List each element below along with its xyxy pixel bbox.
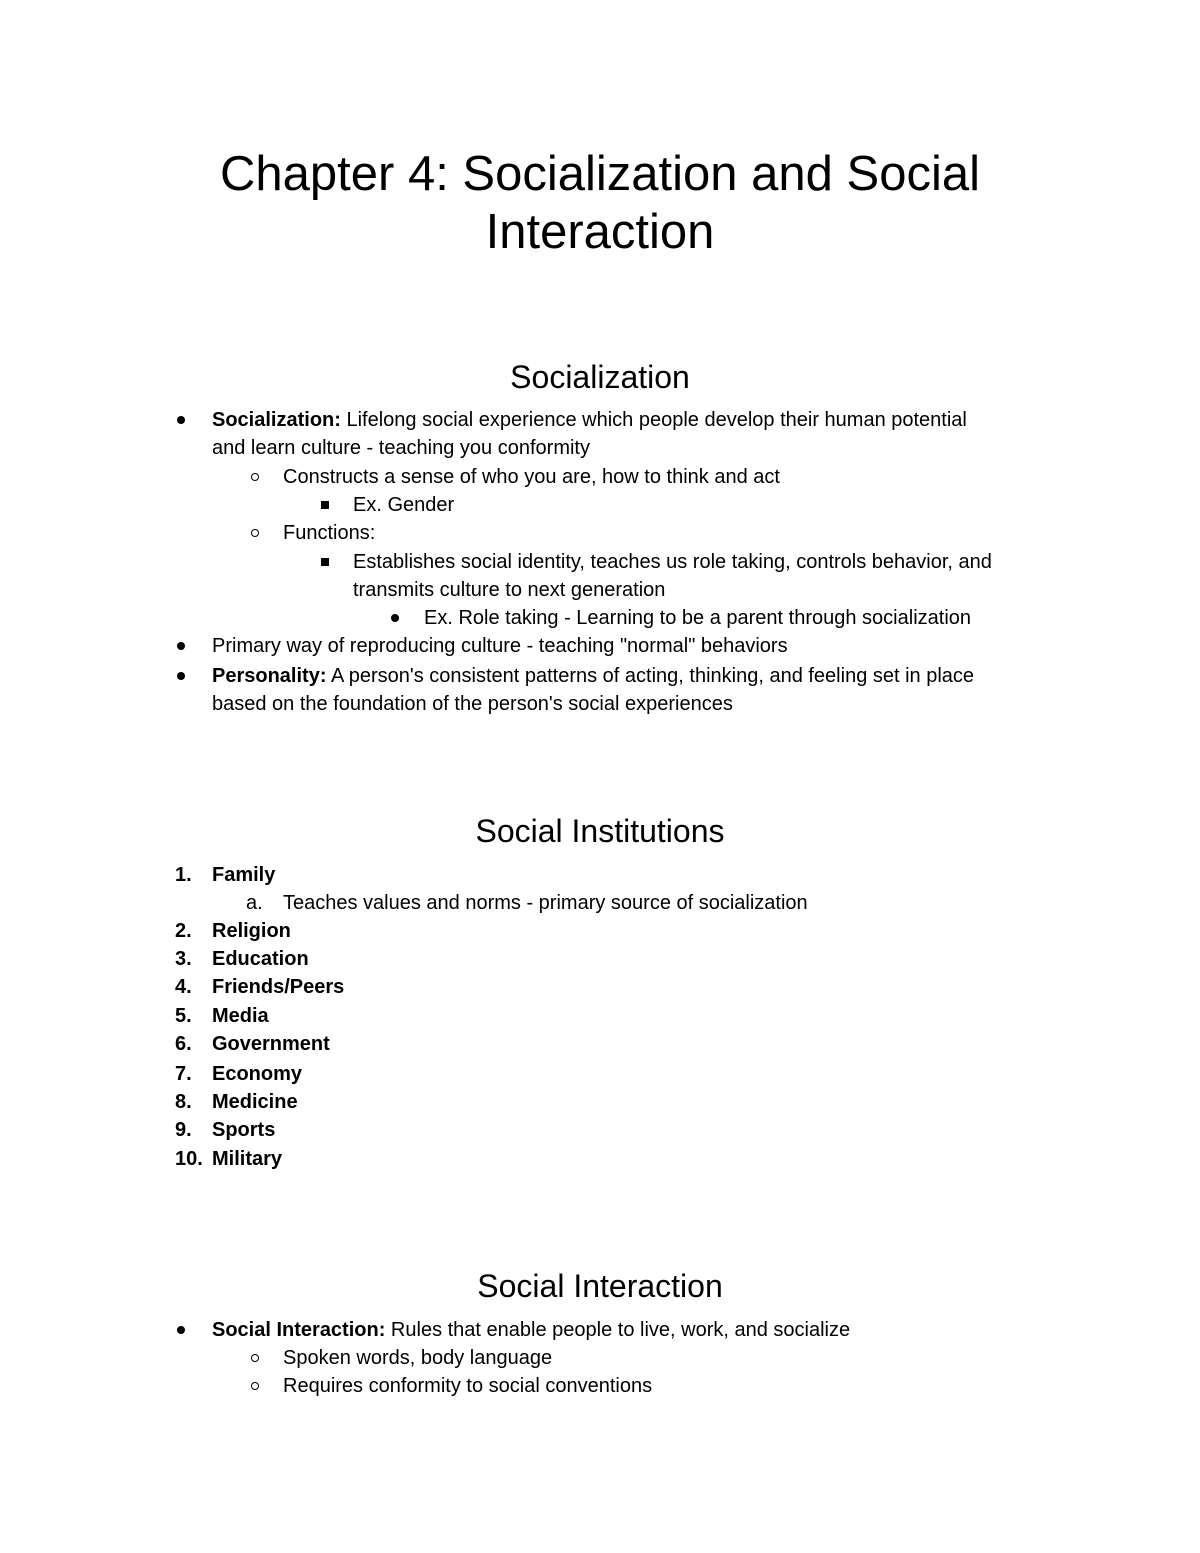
socialization-definition — [212, 406, 967, 434]
institution-media: Media — [212, 1005, 269, 1027]
list-number: 5. — [175, 1005, 192, 1027]
institution-family: Family — [212, 864, 276, 886]
functions-item-1: Establishes social identity, teaches us role taking, controls behavior, and — [353, 551, 992, 573]
institution-military: Military — [212, 1148, 283, 1170]
bullet-square-icon — [315, 548, 335, 566]
institution-medicine: Medicine — [212, 1091, 298, 1113]
list-number: 2. — [175, 920, 192, 942]
institution-education: Education — [212, 948, 309, 970]
bullet-circle-icon — [245, 1344, 265, 1362]
institution-government: Government — [212, 1033, 330, 1055]
bullet-circle-icon — [245, 519, 265, 537]
social-interaction-sub-1: Spoken words, body language — [283, 1347, 553, 1369]
list-number: 3. — [175, 948, 192, 970]
socialization-definition-text-2: and learn culture - teaching you conformity — [212, 437, 590, 459]
personality-definition-text-1: A person's consistent patterns of acting, thinking, and feeling set in place — [326, 665, 975, 687]
social-interaction-definition-text: Rules that enable people to live, work, and socialize — [385, 1319, 851, 1341]
section-heading-social-interaction: Social Interaction — [477, 1268, 723, 1304]
bullet-circle-icon — [245, 1372, 265, 1390]
functions-example: Ex. Role taking - Learning to be a parent through socialization — [424, 607, 972, 629]
family-sub-item: Teaches values and norms - primary source of socialization — [283, 892, 808, 914]
personality-definition-text-2: based on the foundation of the person's social experiences — [212, 693, 733, 715]
social-interaction-term: Social Interaction: — [212, 1319, 386, 1341]
list-number: 4. — [175, 976, 192, 998]
list-number: 10. — [175, 1148, 203, 1170]
institution-friends-peers: Friends/Peers — [212, 976, 345, 998]
socialization-definition-text-1: Lifelong social experience which people develop their human potential — [340, 409, 967, 431]
institution-sports: Sports — [212, 1119, 276, 1141]
socialization-term: Socialization: — [212, 409, 341, 431]
page-title-line-2: Interaction — [485, 205, 715, 259]
functions-item-2: transmits culture to next generation — [353, 579, 666, 601]
primary-way: Primary way of reproducing culture - teaching "normal" behaviors — [212, 635, 788, 657]
list-number: 9. — [175, 1119, 192, 1141]
personality-term: Personality: — [212, 665, 327, 687]
bullet-disc-icon — [171, 406, 191, 424]
social-interaction-sub-2: Requires conformity to social conventions — [283, 1375, 653, 1397]
personality-definition — [212, 662, 974, 690]
socialization-sub-2: Functions: — [283, 522, 376, 544]
page-title-line-1: Chapter 4: Socialization and Social — [220, 147, 980, 201]
institution-economy: Economy — [212, 1063, 303, 1085]
bullet-circle-icon — [245, 463, 265, 481]
bullet-square-icon — [315, 491, 335, 509]
list-number: 7. — [175, 1063, 192, 1085]
social-interaction-definition — [212, 1316, 850, 1344]
bullet-disc-icon — [385, 604, 405, 622]
list-number: 8. — [175, 1091, 192, 1113]
socialization-sub-1-example: Ex. Gender — [353, 494, 455, 516]
bullet-disc-icon — [171, 632, 191, 650]
institution-religion: Religion — [212, 920, 291, 942]
list-number: 6. — [175, 1033, 192, 1055]
section-heading-socialization: Socialization — [510, 359, 690, 395]
bullet-disc-icon — [171, 662, 191, 680]
bullet-disc-icon — [171, 1316, 191, 1334]
socialization-sub-1: Constructs a sense of who you are, how to think and act — [283, 466, 780, 488]
list-letter: a. — [246, 892, 263, 914]
list-number: 1. — [175, 864, 192, 886]
section-heading-social-institutions: Social Institutions — [475, 813, 725, 849]
